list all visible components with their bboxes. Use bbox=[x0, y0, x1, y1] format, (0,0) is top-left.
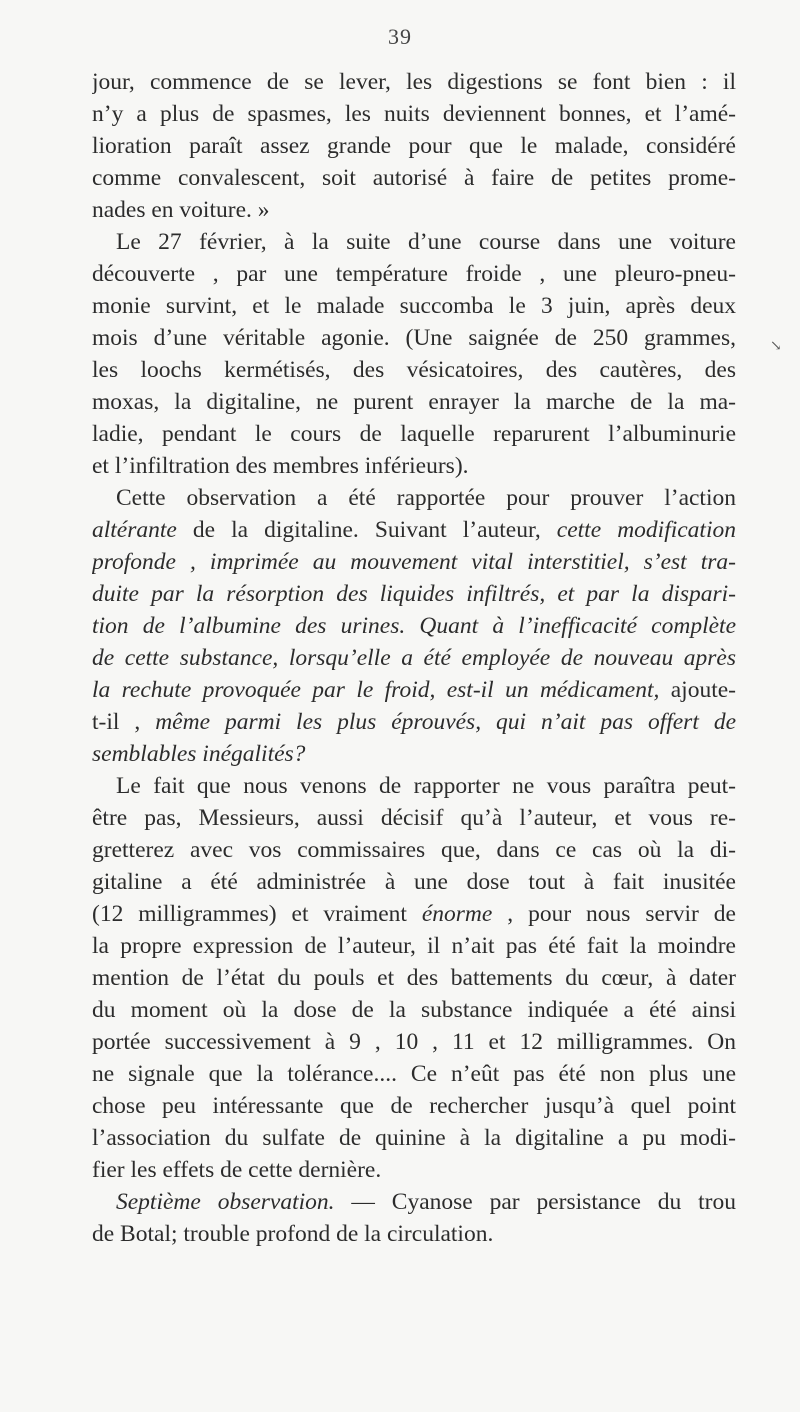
text-line bbox=[92, 418, 736, 450]
text-segment: moxas, la digitaline, ne purent enrayer la marche de la ma- bbox=[92, 389, 736, 415]
text-line bbox=[92, 1218, 736, 1250]
text-line bbox=[92, 834, 736, 866]
italic-text: de cette substance, lorsqu’elle a été employée de nouveau après bbox=[92, 645, 736, 671]
italic-text: duite par la résorption des liquides infiltrés, et par la dispari- bbox=[92, 581, 736, 607]
text-line bbox=[92, 1122, 736, 1154]
italic-text: altérante bbox=[92, 517, 177, 543]
text-line bbox=[92, 514, 736, 546]
text-line bbox=[92, 194, 736, 226]
text-line bbox=[92, 1026, 736, 1058]
text-line bbox=[92, 386, 736, 418]
text-line bbox=[92, 578, 736, 610]
text-segment: la propre expression de l’auteur, il n’ait pas été fait la moindre bbox=[92, 933, 736, 959]
text-segment: , pour nous servir de bbox=[492, 901, 736, 927]
text-line bbox=[92, 1186, 736, 1218]
italic-text: énorme bbox=[421, 901, 493, 927]
text-segment: de la digitaline. Suivant l’auteur, bbox=[176, 517, 557, 543]
text-segment: nades en voiture. » bbox=[92, 197, 270, 223]
text-line bbox=[92, 642, 736, 674]
body-text bbox=[92, 66, 736, 1250]
text-line bbox=[92, 930, 736, 962]
text-segment: mois d’une véritable agonie. (Une saignée de 250 grammes, bbox=[92, 325, 736, 351]
text-line bbox=[92, 1090, 736, 1122]
text-line bbox=[92, 226, 736, 258]
text-segment: être pas, Messieurs, aussi décisif qu’à l’auteur, et vous re- bbox=[92, 805, 736, 831]
text-segment: ladie, pendant le cours de laquelle reparurent l’albuminurie bbox=[92, 421, 736, 447]
text-line bbox=[92, 674, 736, 706]
text-line bbox=[92, 898, 736, 930]
text-segment: — Cyanose par persistance du trou bbox=[334, 1189, 736, 1215]
text-segment: jour, commence de se lever, les digestions se font bien : il bbox=[92, 69, 736, 95]
text-line bbox=[92, 482, 736, 514]
text-line bbox=[92, 290, 736, 322]
text-segment: mention de l’état du pouls et des battements du cœur, à dater bbox=[92, 965, 736, 991]
italic-text: tion de l’albumine des urines. Quant à l’inefficacité complète bbox=[92, 613, 736, 639]
text-line bbox=[92, 66, 736, 98]
text-segment: gitaline a été administrée à une dose tout à fait inusitée bbox=[92, 869, 736, 895]
italic-text: profonde , imprimée au mouvement vital interstitiel, s’est tra- bbox=[92, 549, 736, 575]
text-segment: monie survint, et le malade succomba le 3 juin, après deux bbox=[92, 293, 736, 319]
text-segment: Cette observation a été rapportée pour prouver l’action bbox=[116, 485, 736, 511]
text-segment: les loochs kermétisés, des vésicatoires, des cautères, des bbox=[92, 357, 736, 383]
text-segment: ne signale que la tolérance.... Ce n’eût pas été non plus une bbox=[92, 1061, 736, 1087]
text-segment: (12 milligrammes) et vraiment bbox=[92, 901, 422, 927]
page-number: 39 bbox=[388, 24, 412, 49]
text-segment: n’y a plus de spasmes, les nuits deviennent bonnes, et l’amé- bbox=[92, 101, 736, 127]
text-line bbox=[92, 258, 736, 290]
text-line bbox=[92, 450, 736, 482]
text-line bbox=[92, 706, 736, 738]
text-segment: fier les effets de cette dernière. bbox=[92, 1157, 382, 1183]
text-line bbox=[92, 610, 736, 642]
text-line bbox=[92, 322, 736, 354]
italic-text: semblables inégalités? bbox=[92, 741, 306, 767]
text-segment: portée successivement à 9 , 10 , 11 et 12 milligrammes. On bbox=[92, 1029, 736, 1055]
text-line bbox=[92, 802, 736, 834]
text-line bbox=[92, 866, 736, 898]
text-line bbox=[92, 770, 736, 802]
text-segment: gretterez avec vos commissaires que, dans ce cas où la di- bbox=[92, 837, 736, 863]
text-segment: chose peu intéressante que de rechercher jusqu’à quel point bbox=[92, 1093, 736, 1119]
text-segment: du moment où la dose de la substance indiquée a été ainsi bbox=[92, 997, 736, 1023]
text-line bbox=[92, 354, 736, 386]
text-segment: et l’infiltration des membres inférieurs). bbox=[92, 453, 469, 479]
text-segment: lioration paraît assez grande pour que le malade, considéré bbox=[92, 133, 736, 159]
italic-text: cette modification bbox=[556, 517, 736, 543]
italic-text: la rechute provoquée par le froid, est-il un médicament, bbox=[92, 677, 660, 703]
text-line bbox=[92, 1154, 736, 1186]
text-line bbox=[92, 546, 736, 578]
text-segment: comme convalescent, soit autorisé à faire de petites prome- bbox=[92, 165, 736, 191]
text-segment: découverte , par une température froide , une pleuro-pneu- bbox=[92, 261, 736, 287]
text-line bbox=[92, 98, 736, 130]
text-line bbox=[92, 130, 736, 162]
text-segment: Le fait que nous venons de rapporter ne vous paraîtra peut- bbox=[116, 773, 736, 799]
text-segment: de Botal; trouble profond de la circulation. bbox=[92, 1221, 494, 1247]
text-segment: t-il , bbox=[92, 709, 156, 735]
text-line bbox=[92, 738, 736, 770]
text-line bbox=[92, 962, 736, 994]
text-segment: ajoute- bbox=[659, 677, 736, 703]
italic-text: même parmi les plus éprouvés, qui n’ait pas offert de bbox=[155, 709, 736, 735]
text-line bbox=[92, 1058, 736, 1090]
italic-text: Septième observation. bbox=[116, 1189, 335, 1215]
text-line bbox=[92, 994, 736, 1026]
text-segment: l’association du sulfate de quinine à la digitaline a pu modi- bbox=[92, 1125, 736, 1151]
margin-mark: ↘ bbox=[770, 339, 782, 354]
text-line bbox=[92, 162, 736, 194]
text-segment: Le 27 février, à la suite d’une course dans une voiture bbox=[116, 229, 736, 255]
